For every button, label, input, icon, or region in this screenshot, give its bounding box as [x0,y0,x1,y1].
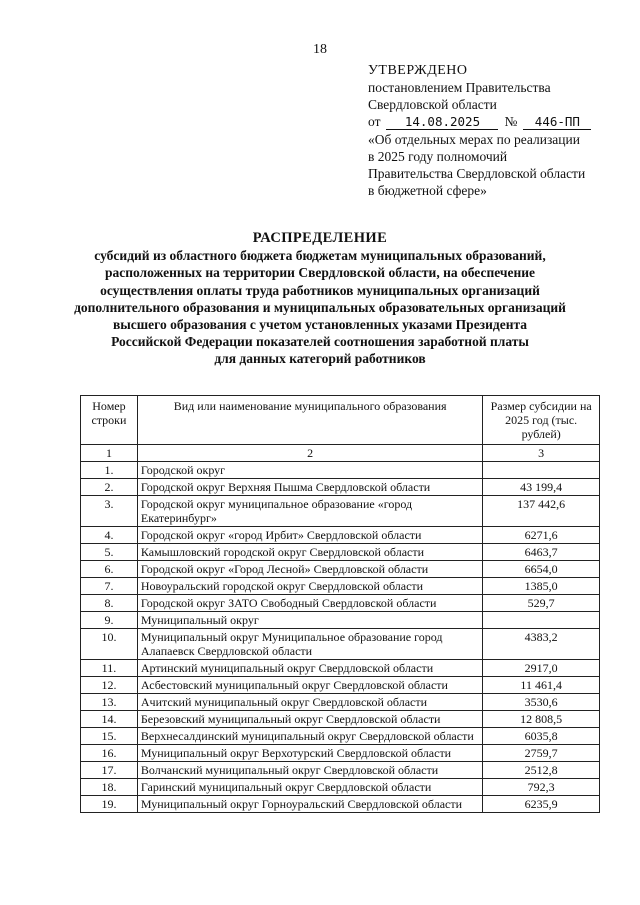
subsidy-amount: 43 199,4 [483,479,600,496]
table-row [81,677,600,694]
table-row [81,779,600,796]
document-heading [40,230,600,368]
resolution-title [368,131,618,199]
municipality-name: Городской округ [137,462,482,479]
row-number: 14. [81,711,138,728]
table-row [81,660,600,677]
row-number: 10. [81,629,138,660]
row-number: 5. [81,544,138,561]
approval-line-2: Свердловской области [368,97,497,112]
subsidy-amount: 12 808,5 [483,711,600,728]
number-sign: № [504,114,518,129]
header-row-number: Номер строки [81,396,138,445]
table-row [81,479,600,496]
date-prefix: от [368,114,381,129]
municipality-name: Гаринский муниципальный округ Свердловской области [137,779,482,796]
heading-line: дополнительного образования и муниципальных образовательных организаций [74,299,566,315]
subsidy-table [80,395,600,813]
municipality-name: Муниципальный округ [137,612,482,629]
column-numbers-row [81,445,600,462]
municipality-name: Городской округ ЗАТО Свободный Свердловской области [137,595,482,612]
row-number: 19. [81,796,138,813]
row-number: 11. [81,660,138,677]
table-header-row [81,396,600,445]
header-subsidy-amount: Размер субсидии на 2025 год (тыс. рублей) [483,396,600,445]
table-row [81,745,600,762]
resolution-title-line: Правительства Свердловской области [368,166,586,181]
row-number: 8. [81,595,138,612]
municipality-name: Ачитский муниципальный округ Свердловской области [137,694,482,711]
municipality-name: Березовский муниципальный округ Свердловской области [137,711,482,728]
column-number: 1 [81,445,138,462]
table-row [81,544,600,561]
heading-line: высшего образования с учетом установленных указами Президента [112,317,528,333]
municipality-name: Городской округ Верхняя Пышма Свердловской области [137,479,482,496]
header-municipality: Вид или наименование муниципального образования [137,396,482,445]
row-number: 9. [81,612,138,629]
resolution-title-line: «Об отдельных мерах по реализации [368,132,580,147]
subsidy-amount: 6035,8 [483,728,600,745]
heading-line: осуществления оплаты труда работников муниципальных организаций [100,282,540,298]
table-row [81,527,600,544]
heading-line: субсидий из областного бюджета бюджетам муниципальных образований, [94,248,546,264]
subsidy-amount: 2759,7 [483,745,600,762]
heading-line: Российской Федерации показателей соотношения заработной платы [111,334,529,350]
page-number: 18 [313,42,327,57]
table-row [81,629,600,660]
municipality-name: Городской округ «город Ирбит» Свердловской области [137,527,482,544]
row-number: 6. [81,561,138,578]
municipality-name: Муниципальный округ Горноуральский Свердловской области [137,796,482,813]
row-number: 12. [81,677,138,694]
municipality-name: Новоуральский городской округ Свердловской области [137,578,482,595]
row-number: 2. [81,479,138,496]
subsidy-amount: 2917,0 [483,660,600,677]
municipality-name: Волчанский муниципальный округ Свердловской области [137,762,482,779]
resolution-title-line: в бюджетной сфере» [368,183,487,198]
table-row [81,578,600,595]
subsidy-amount: 6463,7 [483,544,600,561]
municipality-name: Муниципальный округ Муниципальное образование город Алапаевск Свердловской области [137,629,482,660]
municipality-name: Городской округ «Город Лесной» Свердловской области [137,561,482,578]
subsidy-amount: 6271,6 [483,527,600,544]
subsidy-amount [483,462,600,479]
resolution-title-line: в 2025 году полномочий [368,149,508,164]
approval-block [368,62,618,199]
row-number: 18. [81,779,138,796]
table-row [81,595,600,612]
row-number: 1. [81,462,138,479]
row-number: 16. [81,745,138,762]
approval-date: 14.08.2025 [386,115,498,130]
subsidy-amount: 529,7 [483,595,600,612]
subsidy-amount: 137 442,6 [483,496,600,527]
approval-line-1: постановлением Правительства [368,80,551,95]
table-row [81,762,600,779]
table-row [81,711,600,728]
table-row [81,496,600,527]
municipality-name: Камышловский городской округ Свердловской области [137,544,482,561]
row-number: 7. [81,578,138,595]
table-row [81,796,600,813]
column-number: 2 [137,445,482,462]
row-number: 15. [81,728,138,745]
subsidy-amount: 11 461,4 [483,677,600,694]
row-number: 13. [81,694,138,711]
row-number: 17. [81,762,138,779]
subsidy-amount: 4383,2 [483,629,600,660]
heading-line: расположенных на территории Свердловской области, на обеспечение [104,265,536,281]
municipality-name: Верхнесалдинский муниципальный округ Свердловской области [137,728,482,745]
subsidy-amount: 792,3 [483,779,600,796]
approved-label: УТВЕРЖДЕНО [368,63,468,78]
row-number: 3. [81,496,138,527]
subsidy-amount: 2512,8 [483,762,600,779]
subsidy-amount: 1385,0 [483,578,600,595]
table-row [81,462,600,479]
table-row [81,612,600,629]
row-number: 4. [81,527,138,544]
municipality-name: Муниципальный округ Верхотурский Свердловской области [137,745,482,762]
table-row [81,728,600,745]
subsidy-amount: 3530,6 [483,694,600,711]
subsidy-amount [483,612,600,629]
municipality-name: Городской округ муниципальное образование «город Екатеринбург» [137,496,482,527]
table-row [81,561,600,578]
approval-number: 446-ПП [523,115,591,130]
municipality-name: Асбестовский муниципальный округ Свердловской области [137,677,482,694]
column-number: 3 [483,445,600,462]
table-row [81,694,600,711]
heading-line: для данных категорий работников [214,351,426,367]
subsidy-amount: 6654,0 [483,561,600,578]
approval-date-line [368,113,618,130]
subsidy-amount: 6235,9 [483,796,600,813]
municipality-name: Артинский муниципальный округ Свердловской области [137,660,482,677]
document-title: РАСПРЕДЕЛЕНИЕ [252,230,388,246]
